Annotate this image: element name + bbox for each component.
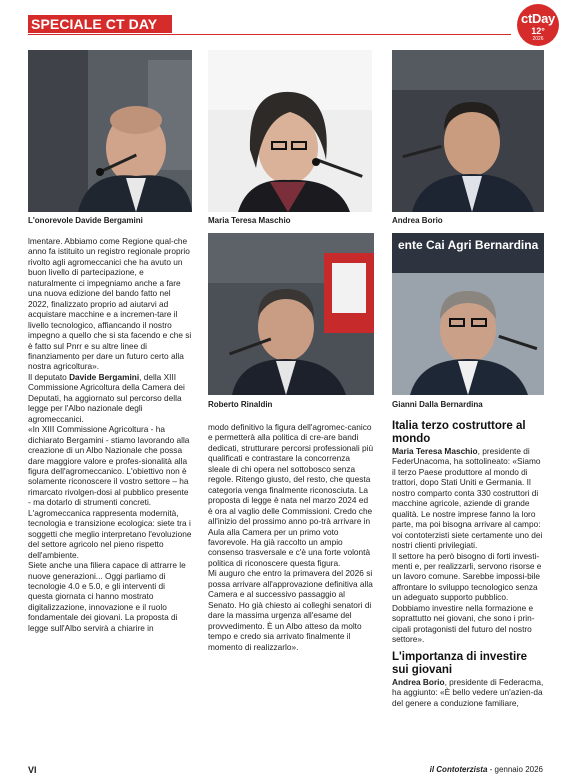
article-column-1 [28,236,192,633]
section-title: SPECIALE CT DAY [31,16,158,32]
caption-photo2: Maria Teresa Maschio [208,216,291,225]
col1-paragraph-1: lmentare. Abbiamo come Regione qual-che anno fa istituito un registro regionale proprio rivolto agli agromeccanici che ha avuto un buon livello di partecipazione, e naturalmente ci impegniamo anche a fare una nuova edizione del bando fatto nel 2022, finalizzato proprio ad aiutarvi ad acquistare macchine e a incremen-tare il livello tecnologico, affiancando il nostro impegno a quello che si sta facendo e che si è fatto sul Pnrr e su altre linee di finanziamento per dare un futuro certo alla nostra agricoltura». [28,236,192,372]
photo-gianni-dalla-bernardina [392,233,544,395]
header-rule [28,34,511,35]
page-number: VI [28,765,37,775]
col2-paragraph-2: Mi auguro che entro la primavera del 2026 si possa arrivare all'approvazione definitiva alla Camera e al successivo passaggio al Senato. Ho già chiesto ai colleghi senatori di dare la massima urgenza all'esame del provvedimento. È un Albo atteso da molto tempo e credo sia arrivato finalmente il momento di realizzarlo». [208,568,373,652]
name-maria-teresa-maschio: Maria Teresa Maschio [392,446,478,456]
logo-name: ctDay [521,11,555,26]
photo-roberto-rinaldin [208,233,374,395]
photo-andrea-borio [392,50,544,212]
ct-day-logo [517,4,559,46]
photo-maria-teresa-maschio [208,50,372,212]
col1-paragraph-4: Siete anche una filiera capace di attrarre le nuove generazioni... Oggi parliamo di tecnologie 4.0 e 5.0, e gli interventi di questa giornata ci hanno mostrato digitalizzazione, innovazione e il ruolo fondamentale dei giovani. La proposta di legge sull'Albo servirà a chiarire in [28,560,186,633]
footer-magazine [430,765,543,774]
subhead-investire-sui-giovani: L'importanza di investire sui giovani [392,650,528,676]
caption-photo3: Andrea Borio [392,216,443,225]
issue-date: - gennaio 2026 [487,765,543,774]
article-column-2 [208,422,374,652]
magazine-name: il Contoterzista [429,765,488,774]
logo-edition: 12° [531,26,545,36]
col1-paragraph-3: «In XIII Commissione Agricoltura - ha dichiarato Bergamini - stiamo lavorando alla creazione di un Albo Nazionale che possa dare maggiore valore e profes-sionalità alla figura dell'agromeccanico. L'obiettivo non è solamente riconoscere il vostro settore – ha rimarcato rivolgen-dosi al pubblico presente - ma dotarlo di strumenti concreti. L'agromeccanica rappresenta modernità, tecnologia e transizione ecologica: siete tra i soggetti che meglio interpretano l'evoluzione del settore agricolo nel pieno rispetto dell'ambiente. [28,424,192,560]
section-header [28,15,172,33]
col1-paragraph-2: Il deputato Davide Bergamini, della XIII Commissione Agricoltura della Camera dei Deputati, ha aggiornato sul percorso della legge per l'Albo nazionale degli agromeccanici. [28,371,185,424]
col2-paragraph-1: modo definitivo la figura dell'agromec-canico e permetterà alla politica di cre-are bandi dedicati, strutturare percorsi professionali più qualificati e contrastare la concorrenza sleale di chi opera nel sottobosco senza regole. Ritengo giusto, del resto, che questa categoria venga finalmente riconosciuta. La proposta di legge è nata nel marzo 2024 ed è ora al vaglio delle Commissioni. Credo che all'inizio del prossimo anno po-trà arrivare in Aula alla Camera per un primo voto favorevole. Ha già raccolto un ampio consenso trasversale e c'è una forte volontà politica di riconoscere questa figura. [208,422,374,568]
caption-photo4: Roberto Rinaldin [208,400,273,409]
name-davide-bergamini: Davide Bergamini [69,371,140,382]
photo-davide-bergamini [28,50,192,212]
col3-paragraph-2: Il settore ha però bisogno di forti investi-menti e, per realizzarli, servono risorse e un lavoro comune. Sarebbe impossi-bile affrontare lo sviluppo tecnologico senza un adeguato supporto pubblico. Dobbiamo investire nella formazione e soprattutto nei giovani, che sono i prin-cipali protagonisti del futuro del nostro settore». [392,550,542,645]
article-column-3 [392,420,544,708]
col3-paragraph-1: Maria Teresa Maschio, presidente di FederUnacoma, ha sottolineato: «Siamo il terzo Paese produttore al mondo di trattori, dopo Stati Uniti e Germania. Il nostro comparto conta 330 costruttori di macchine agricole, aziende di grande qualità. Le nostre imprese fanno la loro parte, ma poi bisogna arrivare al campo: voi contoterzisti siete certamente uno dei nostri clienti privilegiati. [392,446,543,551]
logo-year: 2026 [532,36,544,42]
caption-photo5: Gianni Dalla Bernardina [392,400,483,409]
subhead-italia-terzo-costruttore: Italia terzo costruttore al mondo [392,420,526,445]
name-andrea-borio: Andrea Borio [392,676,445,687]
col3-paragraph-3: Andrea Borio, presidente di Federacma, ha aggiunto: «È bello vedere un'azien-da del genere a conduzione familiare, [392,676,544,708]
backdrop-text: ente Cai Agri Bernardina [398,238,539,252]
caption-photo1: L'onorevole Davide Bergamini [28,216,143,225]
